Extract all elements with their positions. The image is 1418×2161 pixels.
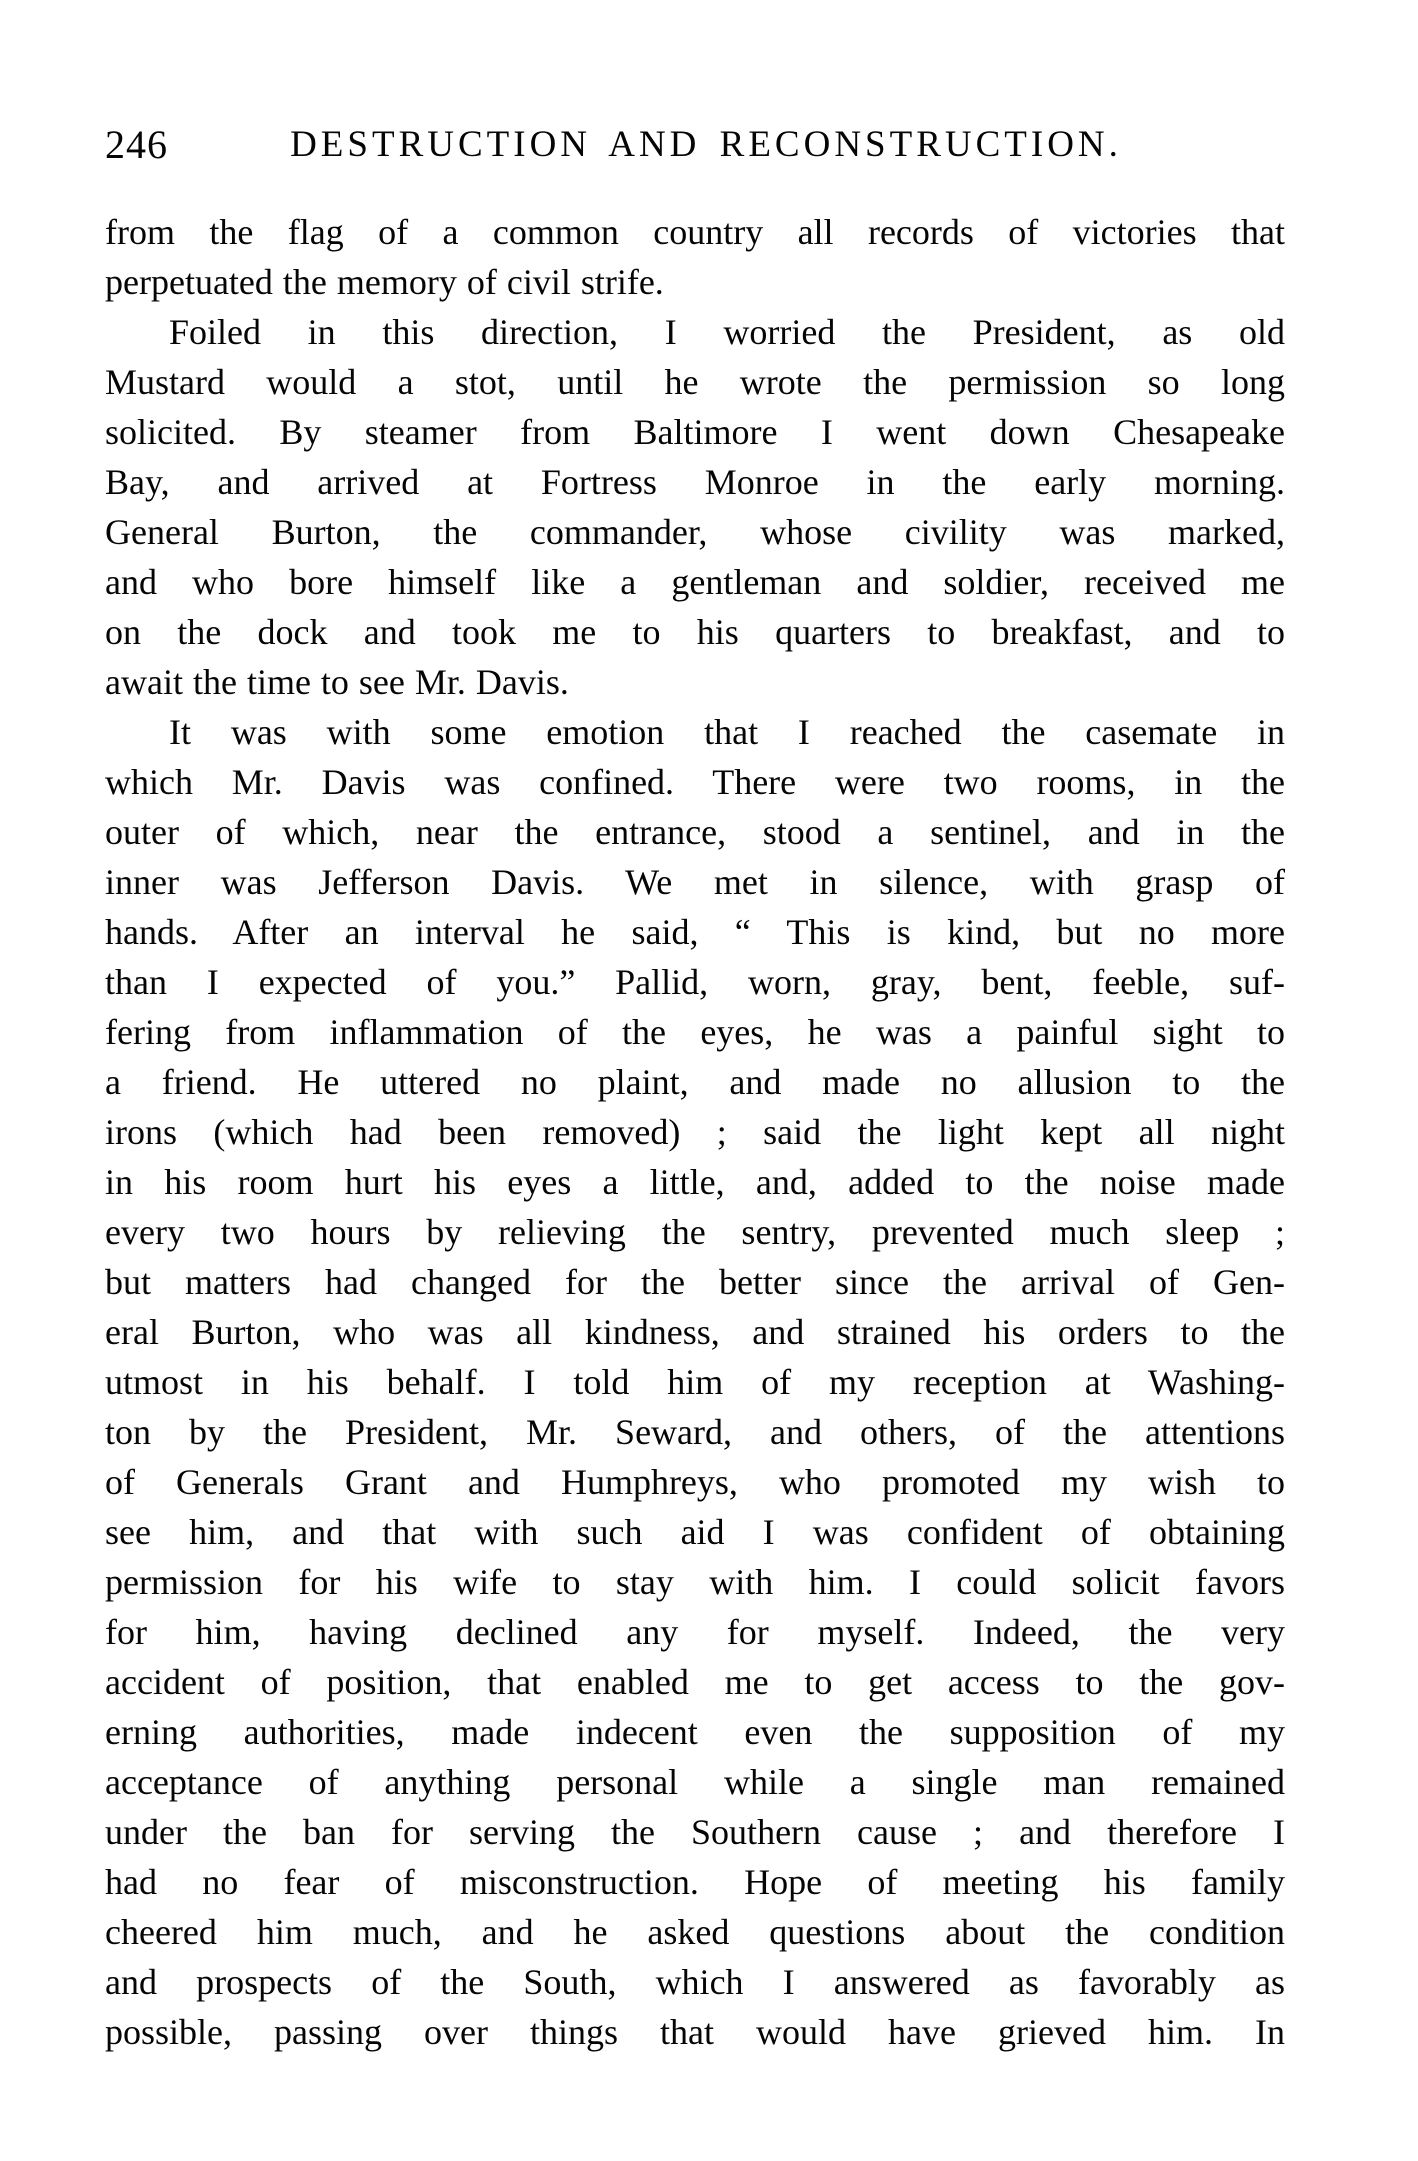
text-line: Bay, and arrived at Fortress Monroe in the early morning.: [105, 462, 1285, 502]
text-line: which Mr. Davis was confined. There were two rooms, in the: [105, 762, 1285, 802]
text-line: accident of position, that enabled me to get access to the gov-: [105, 1662, 1285, 1702]
text-line: eral Burton, who was all kindness, and strained his orders to the: [105, 1312, 1285, 1352]
text-line: than I expected of you.” Pallid, worn, gray, bent, feeble, suf-: [105, 962, 1285, 1002]
text-line: acceptance of anything personal while a single man remained: [105, 1762, 1285, 1802]
text-line: hands. After an interval he said, “ This is kind, but no more: [105, 912, 1285, 952]
text-line: fering from inflammation of the eyes, he was a painful sight to: [105, 1012, 1285, 1052]
text-line: perpetuated the memory of civil strife.: [105, 262, 664, 302]
text-line: solicited. By steamer from Baltimore I went down Chesapeake: [105, 412, 1285, 452]
text-line: possible, passing over things that would have grieved him. In: [105, 2012, 1285, 2052]
text-line: ton by the President, Mr. Seward, and others, of the attentions: [105, 1412, 1285, 1452]
text-line: had no fear of misconstruction. Hope of meeting his family: [105, 1862, 1285, 1902]
text-line: for him, having declined any for myself. Indeed, the very: [105, 1612, 1285, 1652]
text-line: outer of which, near the entrance, stood a sentinel, and in the: [105, 812, 1285, 852]
text-line: General Burton, the commander, whose civility was marked,: [105, 512, 1285, 552]
text-line: from the flag of a common country all records of victories that: [105, 212, 1285, 252]
text-line: but matters had changed for the better since the arrival of Gen-: [105, 1262, 1285, 1302]
text-line: Mustard would a stot, until he wrote the permission so long: [105, 362, 1285, 402]
text-line: of Generals Grant and Humphreys, who promoted my wish to: [105, 1462, 1285, 1502]
running-head: DESTRUCTION AND RECONSTRUCTION.: [290, 124, 1122, 165]
text-line: see him, and that with such aid I was confident of obtaining: [105, 1512, 1285, 1552]
text-line: inner was Jefferson Davis. We met in silence, with grasp of: [105, 862, 1285, 902]
text-line: every two hours by relieving the sentry, prevented much sleep ;: [105, 1212, 1285, 1252]
running-header: [105, 123, 1285, 167]
text-line: and prospects of the South, which I answered as favorably as: [105, 1962, 1285, 2002]
text-line: on the dock and took me to his quarters to breakfast, and to: [105, 612, 1285, 652]
text-line: utmost in his behalf. I told him of my reception at Washing-: [105, 1362, 1285, 1402]
text-line: under the ban for serving the Southern cause ; and therefore I: [105, 1812, 1285, 1852]
text-line: in his room hurt his eyes a little, and, added to the noise made: [105, 1162, 1285, 1202]
text-line: irons (which had been removed) ; said the light kept all night: [105, 1112, 1285, 1152]
text-line: Foiled in this direction, I worried the President, as old: [169, 312, 1285, 352]
text-line: a friend. He uttered no plaint, and made no allusion to the: [105, 1062, 1285, 1102]
text-line: and who bore himself like a gentleman and soldier, received me: [105, 562, 1285, 602]
text-line: permission for his wife to stay with him. I could solicit favors: [105, 1562, 1285, 1602]
text-line: erning authorities, made indecent even the supposition of my: [105, 1712, 1285, 1752]
text-line: await the time to see Mr. Davis.: [105, 662, 569, 702]
text-line: cheered him much, and he asked questions about the condition: [105, 1912, 1285, 1952]
page-number: 246: [105, 122, 168, 167]
text-block: [105, 207, 1285, 2057]
text-line: It was with some emotion that I reached the casemate in: [169, 712, 1285, 752]
